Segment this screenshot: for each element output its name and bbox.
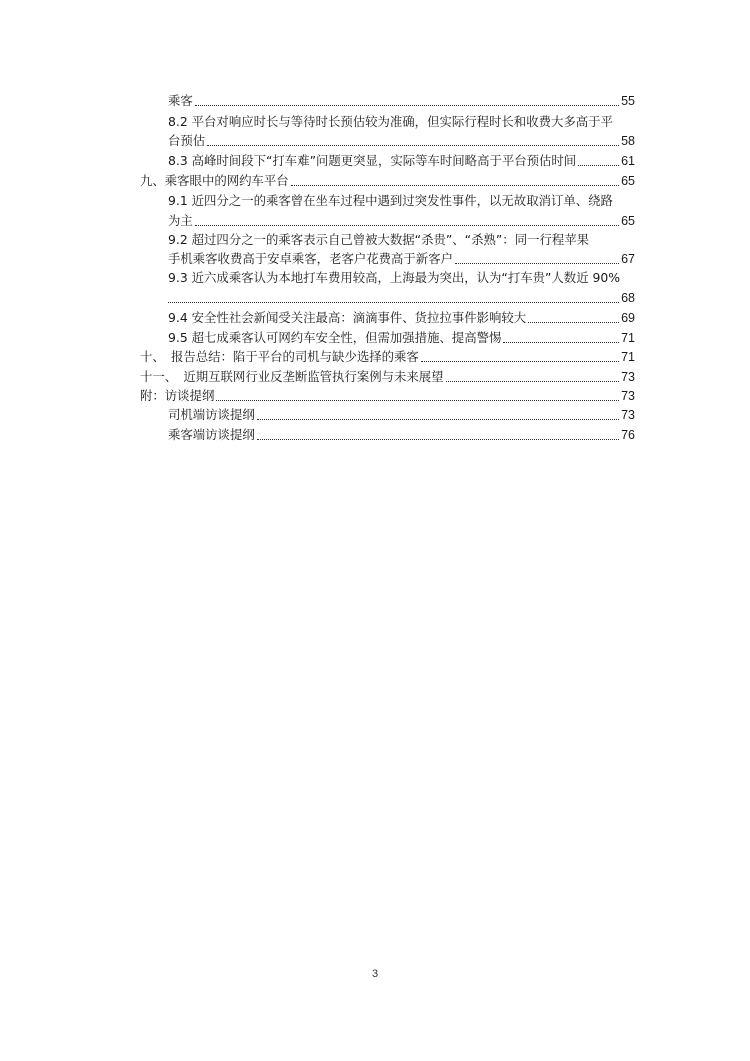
toc-page-number: 69 [621, 311, 635, 325]
toc-entry[interactable] [168, 91, 635, 111]
toc-entry-text: 为主 [168, 213, 193, 228]
toc-leader-dots [528, 321, 619, 323]
toc-entry[interactable] [140, 386, 635, 406]
toc-entry-text: 九、乘客眼中的网约车平台 [140, 173, 289, 188]
page-number: 3 [371, 968, 379, 980]
toc-entry[interactable] [168, 191, 635, 211]
toc-entry-text: 8.3 高峰时间段下“打车难”问题更突显，实际等车时间略高于平台预估时间 [168, 153, 577, 168]
toc-entry[interactable] [168, 425, 635, 445]
toc-page-number: 55 [621, 94, 635, 108]
toc-page-number: 76 [621, 428, 635, 442]
toc-entry-text: 附：访谈提纲 [140, 388, 215, 403]
toc-entry-text: 9.4 安全性社会新闻受关注最高：滴滴事件、货拉拉事件影响较大 [168, 310, 527, 325]
toc-leader-dots [455, 262, 619, 264]
toc-entry-text: 司机端访谈提纲 [168, 407, 255, 422]
toc-leader-dots [503, 341, 619, 343]
toc-entry-text: 十、 报告总结：陷于平台的司机与缺少选择的乘客 [140, 349, 419, 364]
toc-page-number: 71 [621, 331, 635, 345]
toc-entry[interactable] [168, 131, 635, 151]
toc-entry[interactable] [140, 171, 635, 191]
toc-entry[interactable] [168, 151, 635, 171]
toc-entry[interactable] [168, 211, 635, 231]
toc-entry-text: 十一、 近期互联网行业反垄断监管执行案例与未来展望 [140, 369, 444, 384]
toc-entry[interactable] [168, 405, 635, 425]
toc-page-number: 73 [621, 408, 635, 422]
toc-entry[interactable] [168, 112, 635, 132]
toc-entry-text: 8.2 平台对响应时长与等待时长预估较为准确，但实际行程时长和收费大多高于平 [168, 114, 613, 129]
toc-entry-text: 手机乘客收费高于安卓乘客，老客户花费高于新客户 [168, 251, 453, 266]
toc-page-number: 73 [621, 389, 635, 403]
toc-entry[interactable] [168, 328, 635, 348]
toc-entry[interactable] [168, 268, 635, 288]
toc-leader-dots [291, 184, 619, 186]
toc-entry[interactable] [168, 249, 635, 269]
toc-leader-dots [257, 418, 619, 420]
toc-entry[interactable] [168, 308, 635, 328]
toc-leader-dots [207, 144, 619, 146]
toc-page-number: 65 [621, 214, 635, 228]
toc-entry-text: 9.3 近六成乘客认为本地打车费用较高，上海最为突出，认为“打车贵”人数近 90% [168, 270, 621, 285]
toc-entry[interactable] [168, 230, 635, 250]
toc-entry-text: 9.5 超七成乘客认可网约车安全性，但需加强措施、提高警惕 [168, 330, 502, 345]
toc-page-number: 61 [621, 154, 635, 168]
toc-entry[interactable] [140, 347, 635, 367]
toc-leader-dots [216, 399, 619, 401]
toc-entry-text: 9.2 超过四分之一的乘客表示自己曾被大数据“杀贵”、“杀熟”：同一行程苹果 [168, 232, 590, 247]
toc-leader-dots [578, 164, 619, 166]
toc-entry-text: 台预估 [168, 133, 206, 148]
toc-page-number: 58 [621, 134, 635, 148]
toc-leader-dots [195, 104, 619, 106]
toc-leader-dots [257, 438, 619, 440]
toc-page-number: 73 [621, 370, 635, 384]
toc-leader-dots [168, 301, 619, 303]
toc-entry-text: 9.1 近四分之一的乘客曾在坐车过程中遇到过突发性事件，以无故取消订单、绕路 [168, 193, 613, 208]
toc-page-number: 71 [621, 350, 635, 364]
toc-entry[interactable] [140, 367, 635, 387]
toc-page-number: 65 [621, 174, 635, 188]
toc-leader-dots [446, 380, 620, 382]
toc-entry-text: 乘客端访谈提纲 [168, 427, 255, 442]
toc-leader-dots [421, 360, 619, 362]
toc-leader-dots [195, 224, 619, 226]
toc-page-number: 67 [621, 252, 635, 266]
toc-page-number: 68 [621, 291, 635, 305]
toc-entry-text: 乘客 [168, 93, 193, 108]
toc-entry[interactable] [168, 288, 635, 308]
